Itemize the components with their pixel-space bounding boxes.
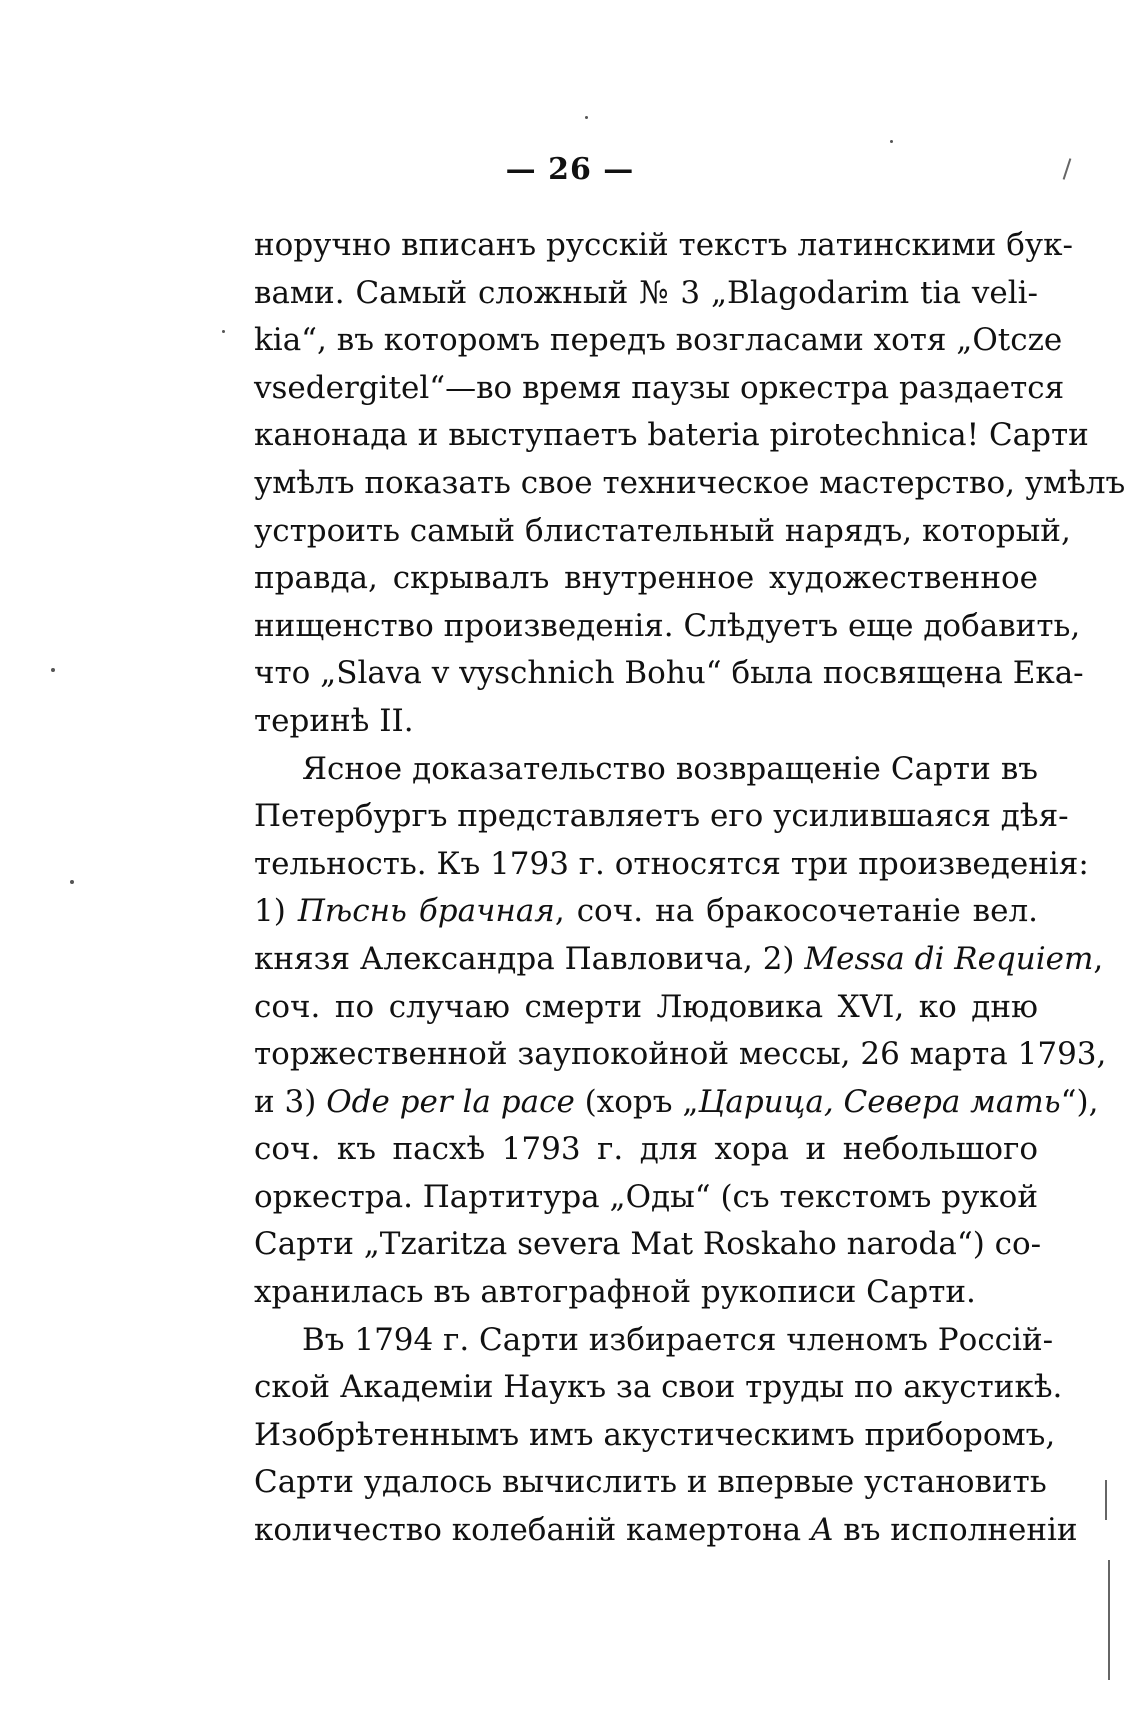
text-line: хранилась въ автографной рукописи Сарти. [254,1274,976,1311]
scan-speck [51,668,55,672]
italic-title: Ode per la pace [326,1083,575,1120]
scan-speck [890,140,893,143]
scan-speck [222,330,225,333]
scan-edge-mark [1105,1480,1107,1520]
text-line: правда, скрывалъ внутренное художественное [254,560,1038,597]
scan-speck [585,116,588,119]
text-line: умѣлъ показать свое техническое мастерство, умѣлъ [254,464,1126,501]
text-line: kia“, въ которомъ передъ возгласами хотя „Otcze [254,322,1063,359]
text-line: устроить самый блистательный нарядъ, который, [254,512,1071,549]
text-line: соч. къ пасхѣ 1793 г. для хора и небольшого [254,1131,1038,1168]
text-line: Сарти удалось вычислить и впервые установить [254,1464,1047,1501]
text-line: тельность. Къ 1793 г. относятся три произведенія: [254,845,1089,882]
paragraph [254,1317,1078,1555]
page-number: — 26 — [505,152,635,187]
text-line: Ясное доказательство возвращеніе Сарти въ [302,750,1038,787]
italic-title: Царица, Севера мать [698,1083,1061,1120]
paragraph [254,746,1107,1317]
text-line: соч. по случаю смерти Людовика XVI, ко дню [254,988,1038,1025]
text-line: и 3) Ode per la pace (хоръ „Царица, Севера мать“), [254,1083,1099,1120]
italic-title: Messa di Requiem [804,940,1094,977]
text-line: вами. Самый сложный № 3 „Blagodarim tia veli- [254,274,1038,311]
paragraph [254,222,1126,746]
text-line: князя Александра Павловича, 2) Messa di Requiem, [254,940,1104,977]
text-line: Въ 1794 г. Сарти избирается членомъ Россій- [302,1321,1054,1358]
text-line: торжественной заупокойной мессы, 26 марта 1793, [254,1036,1107,1073]
text-line: нищенство произведенія. Слѣдуетъ еще добавить, [254,607,1081,644]
text-line: количество колебаній камертона A въ исполненіи [254,1512,1078,1549]
text-line: канонада и выступаетъ bateria pirotechnica! Сарти [254,417,1089,454]
text-line: ской Академіи Наукъ за свои труды по акустикѣ. [254,1369,1063,1406]
italic-title: Пѣснь брачная [297,893,555,930]
scan-edge-mark [1108,1560,1110,1680]
text-line: Сарти „Tzaritza severa Mat Roskaho naroda“) со- [254,1226,1042,1263]
text-line: норучно вписанъ русскій текстъ латинскими бук- [254,227,1073,263]
text-line: Петербургъ представляетъ его усилившаяся дѣя- [254,798,1069,835]
text-line: что „Slava v vyschnich Bohu“ была посвящена Ека- [254,655,1084,692]
text-line: Изобрѣтеннымъ имъ акустическимъ приборомъ, [254,1416,1056,1453]
text-line: 1) Пѣснь брачная, соч. на бракосочетаніе вел. [254,893,1039,930]
text-line: оркестра. Партитура „Оды“ (съ текстомъ рукой [254,1178,1039,1215]
scan-speck [70,880,74,884]
text-line: теринѣ II. [254,702,414,739]
text-line: vsedergitel“—во время паузы оркестра раздается [254,369,1065,406]
italic-letter: A [811,1512,834,1549]
body-text [254,222,1126,1555]
